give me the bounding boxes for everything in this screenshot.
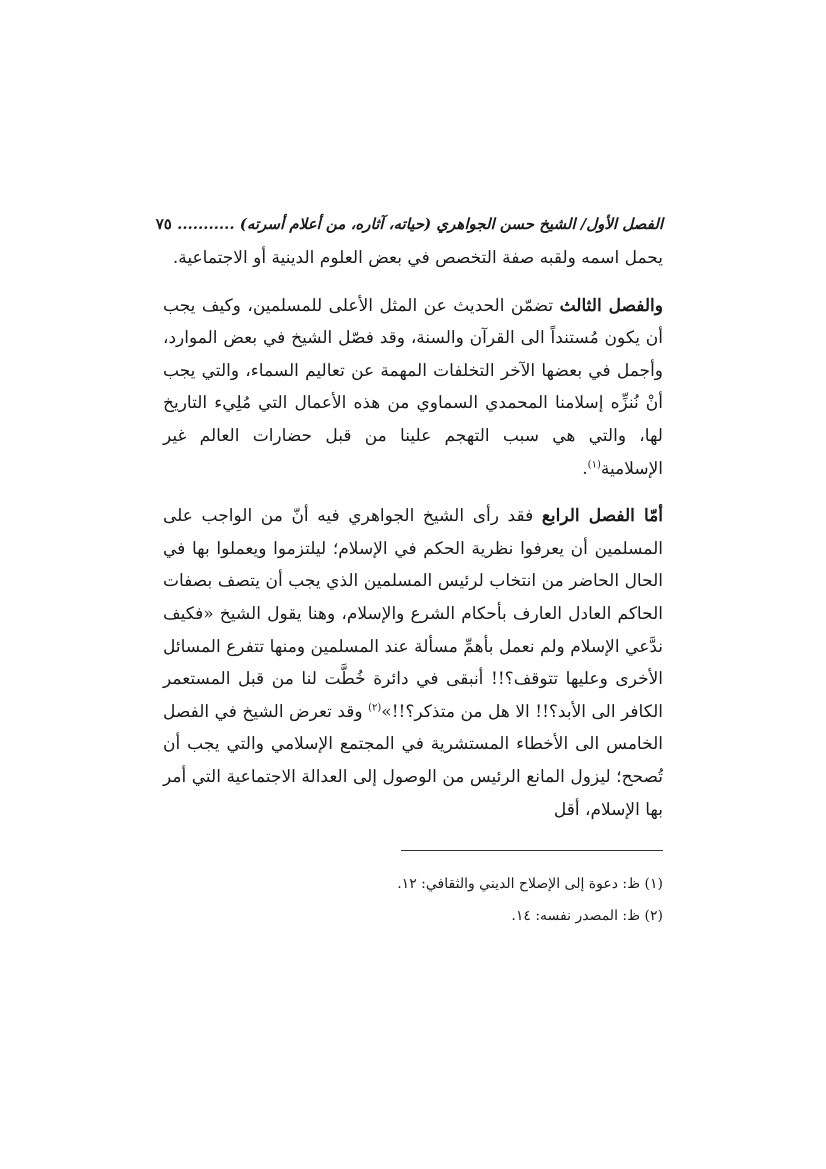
footnote-2: (٢) ظ: المصدر نفسه: ١٤. — [511, 908, 663, 924]
paragraph-3-text-2: وقد تعرض الشيخ في الفصل الخامس الى الأخطاء المستشرية في المجتمع الإسلامي والتي يجب أن تُصحح؛ ليزول المانع الرئيس من الوصول إلى العدالة الاجتماعية التي أمر بها الإسلام، أقل — [163, 701, 663, 820]
page-number: ٧٥ — [155, 215, 178, 233]
footnote-1: (١) ظ: دعوة إلى الإصلاح الديني والثقافي: ١٢. — [397, 876, 663, 892]
paragraph-2-text: تضمّن الحديث عن المثل الأعلى للمسلمين، وكيف يجب أن يكون مُستنداً الى القرآن والسنة، وقد فصّل الشيخ في بعض الموارد، وأجمل في بعضها الآخر التخلفات المهمة عن تعاليم السماء، والتي يجب أنْ نُنزِّه إسلامنا المحمدي السماوي من هذه الأعمال التي مُلِيء التاريخ لها، والتي هي سبب التهجم علينا من قبل حضارات العالم غير الإسلامية — [163, 295, 663, 479]
paragraph-3-lead: أمّا الفصل الرابع — [541, 506, 664, 527]
paragraph-3-text-1: فقد رأى الشيخ الجواهري فيه أنّ من الواجب على المسلمين أن يعرفوا نظرية الحكم في الإسلام؛ ليلتزموا ويعملوا بها في الحال الحاضر من انتخاب لرئيس المسلمين الذي يجب أن يتصف بصفات الحاكم العادل العارف بأحكام الشرع والإسلام، وهنا يقول الشيخ «فكيف ندَّعي الإسلام ولم نعمل بأهمِّ مسألة عند المسلمين ومنها تتفرع المسائل الأخرى وعليها تتوقف؟!! أنبقى في دائرة خُطَّت لنا من قبل المستعمر الكافر الى الأبد؟!! الا هل من متذكر؟!!» — [163, 506, 663, 722]
paragraph-chapter-three — [163, 290, 663, 486]
paragraph-1-text: يحمل اسمه ولقبه صفة التخصص في بعض العلوم الدينية أو الاجتماعية. — [172, 248, 663, 268]
footnotes — [163, 868, 663, 932]
footnote-ref-2[interactable]: (٢) — [368, 702, 382, 714]
header-dots: ........... — [177, 215, 240, 233]
footnote-divider — [401, 850, 663, 851]
paragraph-chapter-four — [163, 500, 663, 826]
main-text — [155, 212, 664, 826]
paragraph-2-lead: والفصل الثالث — [559, 295, 663, 316]
header-title: الفصل الأول/ الشيخ حسن الجواهري (حياته، آثاره، من أعلام أسرته) — [239, 215, 663, 233]
running-header — [155, 212, 663, 236]
footnote-ref-1[interactable]: (١) — [587, 458, 601, 470]
paragraph-continuation — [163, 242, 663, 275]
paragraph-2-end: . — [582, 458, 588, 479]
